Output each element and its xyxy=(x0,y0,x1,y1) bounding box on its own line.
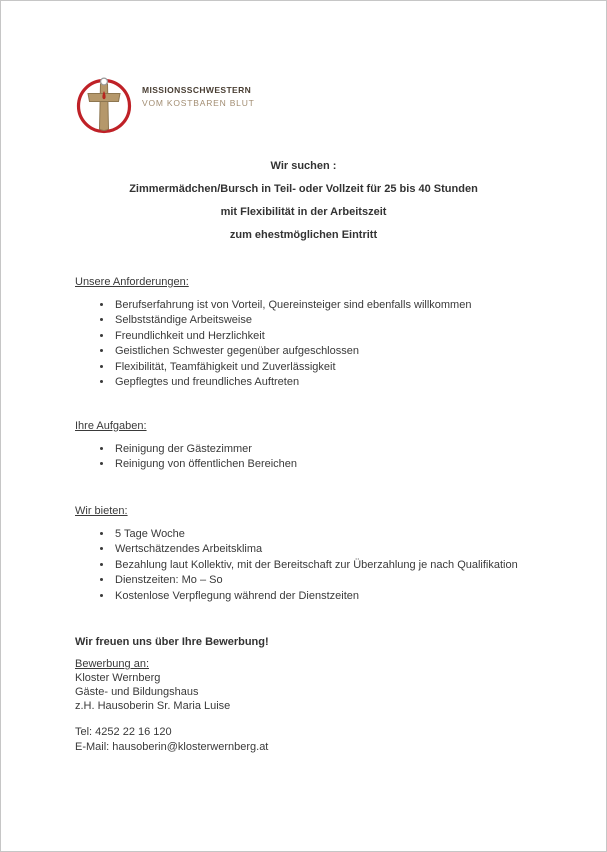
section-requirements xyxy=(75,276,536,390)
phone-line: Tel: 4252 22 16 120 xyxy=(75,726,172,738)
header-start-date: zum ehestmöglichen Eintritt xyxy=(229,229,378,241)
offer-list xyxy=(75,527,536,604)
organization-logo xyxy=(74,71,255,135)
logo-wordmark xyxy=(142,85,255,122)
list-item: • Geistlichen Schwester gegenüber aufgeschlossen xyxy=(113,344,536,359)
list-item: • Freundlichkeit und Herzlichkeit xyxy=(113,329,536,344)
list-item: • Gepflegtes und freundliches Auftreten xyxy=(113,375,536,390)
list-item: • Berufserfahrung ist von Vorteil, Quereinsteiger sind ebenfalls willkommen xyxy=(113,298,536,313)
requirements-list xyxy=(75,298,536,390)
section-title-requirements: Unsere Anforderungen: xyxy=(75,276,189,288)
logo-name-line1: MISSIONSSCHWESTERN xyxy=(142,84,252,95)
email-line: E-Mail: hausoberin@klosterwernberg.at xyxy=(75,740,269,753)
list-item: • Reinigung von öffentlichen Bereichen xyxy=(113,457,536,472)
list-item: • Bezahlung laut Kollektiv, mit der Bereitschaft zur Überzahlung je nach Qualifikation xyxy=(113,558,536,573)
address-attention: z.H. Hausoberin Sr. Maria Luise xyxy=(75,700,231,712)
address-organization: Kloster Wernberg xyxy=(75,672,161,684)
closing-headline: Wir freuen uns über Ihre Bewerbung! xyxy=(75,636,269,648)
application-label: Bewerbung an: xyxy=(75,658,149,670)
section-title-offer: Wir bieten: xyxy=(75,505,128,517)
cross-in-circle-icon xyxy=(74,71,136,135)
logo-name-line2: VOM KOSTBAREN BLUT xyxy=(142,97,255,108)
section-tasks xyxy=(75,420,536,473)
header-flexibility: mit Flexibilität in der Arbeitszeit xyxy=(220,206,387,218)
list-item: • 5 Tage Woche xyxy=(113,527,536,542)
list-item: • Flexibilität, Teamfähigkeit und Zuverlässigkeit xyxy=(113,360,536,375)
contact-block xyxy=(75,725,536,754)
section-title-tasks: Ihre Aufgaben: xyxy=(75,420,147,432)
section-offer xyxy=(75,505,536,604)
header-we-are-searching: Wir suchen : xyxy=(270,160,337,172)
header-job-title: Zimmermädchen/Bursch in Teil- oder Vollzeit für 25 bis 40 Stunden xyxy=(129,183,478,195)
list-item: • Reinigung der Gästezimmer xyxy=(113,442,536,457)
list-item: • Kostenlose Verpflegung während der Dienstzeiten xyxy=(113,589,536,604)
job-ad-header xyxy=(1,160,606,252)
tasks-list xyxy=(75,442,536,473)
list-item: • Selbstständige Arbeitsweise xyxy=(113,313,536,328)
list-item: • Dienstzeiten: Mo – So xyxy=(113,573,536,588)
application-address-block xyxy=(75,657,536,713)
list-item: • Wertschätzendes Arbeitsklima xyxy=(113,542,536,557)
address-house: Gäste- und Bildungshaus xyxy=(75,686,199,698)
